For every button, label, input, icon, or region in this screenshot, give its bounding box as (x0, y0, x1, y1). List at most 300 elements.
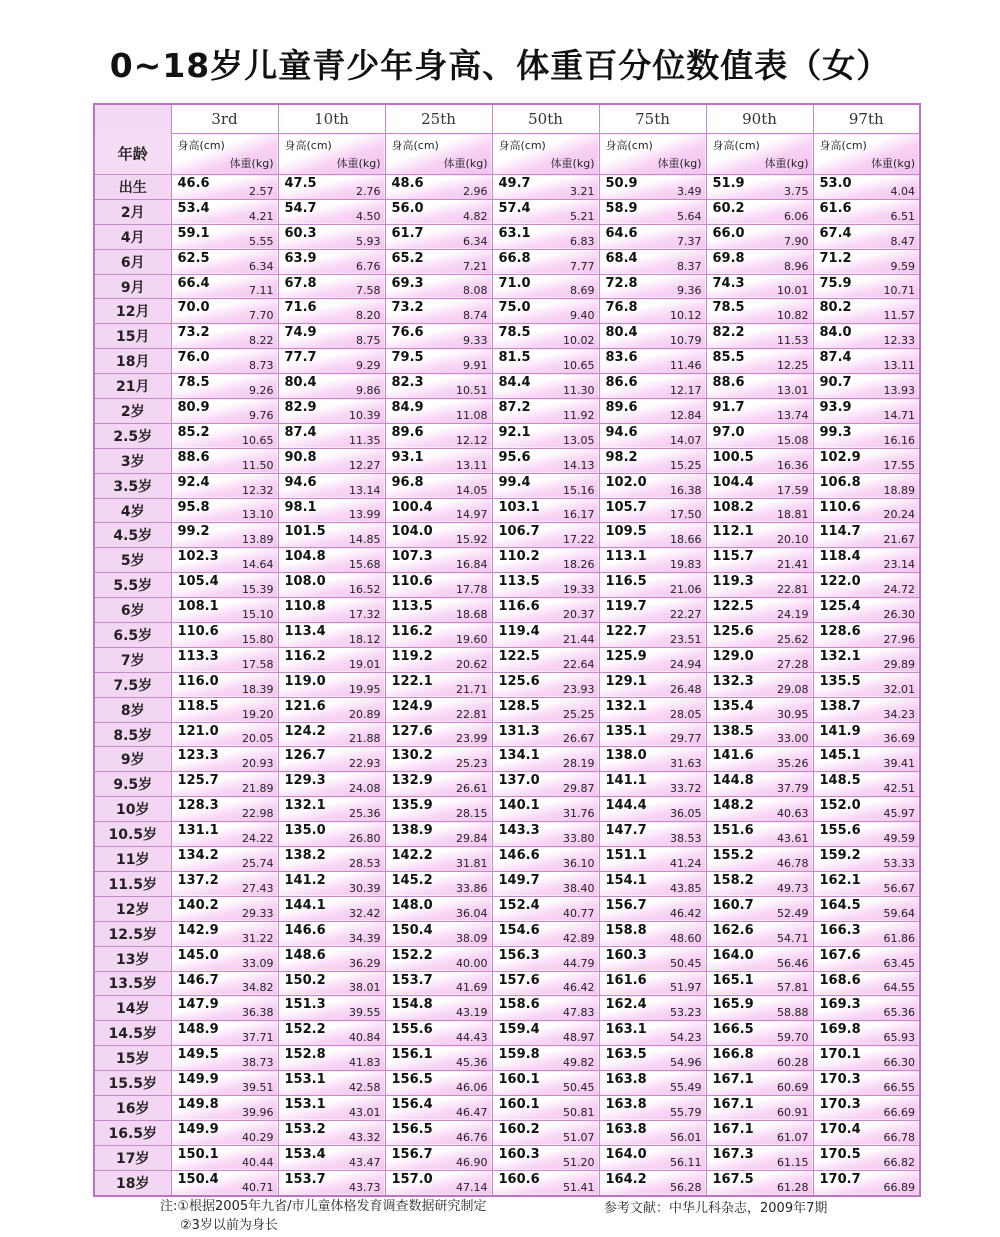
value-cell (171, 498, 278, 523)
weight-value: 2.57 (249, 184, 274, 198)
weight-value: 5.55 (249, 234, 274, 248)
height-value: 148.6 (284, 947, 326, 963)
weight-value: 40.00 (456, 956, 488, 970)
weight-value: 51.41 (563, 1180, 595, 1194)
weight-value: 26.67 (563, 732, 595, 746)
value-cell (278, 349, 385, 374)
value-cell (278, 797, 385, 822)
value-cell (171, 822, 278, 847)
height-value: 90.7 (819, 375, 852, 391)
table-row (94, 399, 920, 424)
weight-value: 36.29 (349, 956, 381, 970)
value-cell (813, 896, 920, 921)
value-cell (278, 697, 385, 722)
weight-value: 18.26 (563, 558, 595, 572)
weight-value: 41.24 (670, 856, 702, 870)
height-value: 127.6 (391, 723, 433, 739)
value-cell (171, 1170, 278, 1195)
height-value: 145.1 (819, 748, 861, 764)
height-value: 156.7 (605, 897, 647, 913)
percentile-header: 25th (385, 104, 492, 134)
height-value: 99.4 (498, 474, 531, 490)
height-value: 125.6 (712, 624, 754, 640)
value-cell (171, 249, 278, 274)
weight-value: 61.15 (777, 1155, 809, 1169)
value-cell (813, 847, 920, 872)
weight-value: 51.97 (670, 981, 702, 995)
weight-value: 10.39 (349, 408, 381, 422)
value-cell (171, 224, 278, 249)
value-cell (813, 224, 920, 249)
height-value: 153.1 (284, 1096, 326, 1112)
height-value: 84.0 (819, 325, 852, 341)
value-cell (813, 921, 920, 946)
value-cell (278, 996, 385, 1021)
age-cell: 21月 (94, 374, 171, 399)
height-value: 125.9 (605, 648, 647, 664)
value-cell (706, 473, 813, 498)
height-value: 147.7 (605, 823, 647, 839)
height-value: 128.3 (177, 798, 219, 814)
value-cell (599, 498, 706, 523)
height-value: 154.6 (498, 922, 540, 938)
weight-value: 34.23 (883, 707, 915, 721)
height-value: 152.2 (391, 947, 433, 963)
height-value: 61.7 (391, 225, 424, 241)
height-value: 73.2 (177, 325, 210, 341)
weight-value: 4.50 (356, 209, 381, 223)
height-value: 125.7 (177, 773, 219, 789)
weight-value: 16.84 (456, 558, 488, 572)
height-value: 135.0 (284, 823, 326, 839)
height-value: 154.1 (605, 872, 647, 888)
weight-value: 37.79 (777, 782, 809, 796)
value-cell (278, 623, 385, 648)
height-value: 106.7 (498, 524, 540, 540)
weight-value: 60.69 (777, 1080, 809, 1094)
weight-value: 7.77 (570, 259, 595, 273)
weight-value: 40.77 (563, 906, 595, 920)
weight-value: 17.78 (456, 583, 488, 597)
height-value: 141.6 (712, 748, 754, 764)
value-cell (385, 722, 492, 747)
height-value: 170.7 (819, 1171, 861, 1187)
age-cell: 出生 (94, 175, 171, 200)
height-value: 119.3 (712, 574, 754, 590)
weight-value: 22.64 (563, 657, 595, 671)
value-cell (706, 1145, 813, 1170)
weight-value: 54.71 (777, 931, 809, 945)
value-cell (813, 548, 920, 573)
weight-unit-label: 体重(kg) (550, 157, 595, 170)
value-cell (706, 996, 813, 1021)
height-unit-label: 身高(cm) (284, 139, 332, 152)
age-cell: 14.5岁 (94, 1021, 171, 1046)
value-cell (385, 871, 492, 896)
weight-value: 50.45 (563, 1080, 595, 1094)
weight-value: 46.42 (563, 981, 595, 995)
value-cell (492, 199, 599, 224)
weight-value: 39.41 (883, 757, 915, 771)
height-value: 92.4 (177, 474, 210, 490)
height-value: 76.8 (605, 300, 638, 316)
value-cell (171, 299, 278, 324)
height-value: 78.5 (498, 325, 531, 341)
value-cell (385, 374, 492, 399)
value-cell (813, 772, 920, 797)
value-cell (599, 672, 706, 697)
value-cell (813, 1021, 920, 1046)
weight-value: 25.23 (456, 757, 488, 771)
weight-value: 33.72 (670, 782, 702, 796)
weight-value: 36.10 (563, 856, 595, 870)
height-value: 159.8 (498, 1047, 540, 1063)
height-value: 98.1 (284, 499, 317, 515)
value-cell (813, 598, 920, 623)
weight-value: 55.79 (670, 1105, 702, 1119)
value-cell (813, 473, 920, 498)
value-cell (278, 1046, 385, 1071)
height-value: 106.8 (819, 474, 861, 490)
value-cell (278, 199, 385, 224)
weight-value: 19.95 (349, 682, 381, 696)
weight-value: 17.58 (242, 657, 274, 671)
value-cell (171, 672, 278, 697)
weight-value: 19.20 (242, 707, 274, 721)
weight-value: 9.36 (677, 284, 702, 298)
height-value: 69.8 (712, 250, 745, 266)
height-value: 132.1 (819, 648, 861, 664)
weight-value: 34.82 (242, 981, 274, 995)
height-value: 128.5 (498, 698, 540, 714)
value-cell (706, 797, 813, 822)
height-value: 142.9 (177, 922, 219, 938)
age-cell: 4月 (94, 224, 171, 249)
height-value: 130.2 (391, 748, 433, 764)
age-cell: 15月 (94, 324, 171, 349)
height-value: 76.0 (177, 350, 210, 366)
value-cell (385, 548, 492, 573)
height-value: 159.2 (819, 848, 861, 864)
weight-value: 66.89 (883, 1180, 915, 1194)
value-cell (706, 523, 813, 548)
weight-value: 43.19 (456, 1006, 488, 1020)
weight-value: 10.51 (456, 384, 488, 398)
age-cell: 15.5岁 (94, 1071, 171, 1096)
weight-value: 28.53 (349, 856, 381, 870)
height-value: 116.6 (498, 599, 540, 615)
value-cell (385, 623, 492, 648)
height-value: 89.6 (391, 424, 424, 440)
weight-value: 2.76 (356, 184, 381, 198)
age-cell: 8.5岁 (94, 722, 171, 747)
weight-value: 30.95 (777, 707, 809, 721)
table-row (94, 274, 920, 299)
weight-value: 3.75 (784, 184, 809, 198)
weight-value: 11.50 (242, 458, 274, 472)
height-value: 101.5 (284, 524, 326, 540)
age-cell: 8岁 (94, 697, 171, 722)
value-cell (385, 672, 492, 697)
weight-value: 10.79 (670, 334, 702, 348)
weight-value: 16.36 (777, 458, 809, 472)
height-value: 51.9 (712, 176, 745, 191)
weight-value: 31.22 (242, 931, 274, 945)
value-cell (492, 697, 599, 722)
percentile-header: 90th (706, 104, 813, 134)
weight-value: 17.50 (670, 508, 702, 522)
weight-value: 43.61 (777, 832, 809, 846)
table-row (94, 1120, 920, 1145)
height-value: 93.9 (819, 400, 852, 416)
value-cell (813, 647, 920, 672)
height-value: 163.8 (605, 1072, 647, 1088)
height-value: 124.9 (391, 698, 433, 714)
percentile-header: 10th (278, 104, 385, 134)
value-cell (171, 896, 278, 921)
height-value: 153.7 (391, 972, 433, 988)
height-value: 156.7 (391, 1146, 433, 1162)
weight-value: 14.85 (349, 533, 381, 547)
value-cell (492, 1046, 599, 1071)
weight-value: 60.91 (777, 1105, 809, 1119)
weight-value: 9.29 (356, 359, 381, 373)
weight-value: 60.28 (777, 1056, 809, 1070)
age-cell: 16.5岁 (94, 1120, 171, 1145)
table-row (94, 623, 920, 648)
table-body (94, 175, 920, 1196)
value-cell (599, 473, 706, 498)
weight-value: 10.02 (563, 334, 595, 348)
weight-unit-label: 体重(kg) (336, 157, 381, 170)
value-cell (706, 199, 813, 224)
height-value: 124.2 (284, 723, 326, 739)
height-value: 121.0 (177, 723, 219, 739)
height-value: 78.5 (712, 300, 745, 316)
weight-value: 49.59 (883, 832, 915, 846)
weight-value: 9.26 (249, 384, 274, 398)
weight-value: 20.93 (242, 757, 274, 771)
height-value: 170.4 (819, 1121, 861, 1137)
weight-value: 63.45 (883, 956, 915, 970)
age-cell: 5岁 (94, 548, 171, 573)
height-value: 82.3 (391, 375, 424, 391)
value-cell (385, 573, 492, 598)
value-cell (278, 822, 385, 847)
height-value: 147.9 (177, 997, 219, 1013)
height-value: 116.0 (177, 673, 219, 689)
table-row (94, 1021, 920, 1046)
weight-value: 17.22 (563, 533, 595, 547)
value-cell (706, 175, 813, 200)
value-cell (492, 1095, 599, 1120)
value-cell (599, 822, 706, 847)
weight-value: 14.71 (883, 408, 915, 422)
height-value: 138.5 (712, 723, 754, 739)
weight-value: 18.81 (777, 508, 809, 522)
height-value: 102.0 (605, 474, 647, 490)
height-value: 93.1 (391, 449, 424, 465)
weight-value: 12.17 (670, 384, 702, 398)
height-value: 63.9 (284, 250, 317, 266)
value-cell (385, 498, 492, 523)
weight-value: 38.40 (563, 881, 595, 895)
value-cell (278, 374, 385, 399)
value-cell (813, 822, 920, 847)
height-value: 151.1 (605, 848, 647, 864)
value-cell (599, 772, 706, 797)
value-cell (171, 199, 278, 224)
age-cell: 14岁 (94, 996, 171, 1021)
value-cell (492, 871, 599, 896)
height-value: 99.2 (177, 524, 210, 540)
value-cell (278, 274, 385, 299)
table-row (94, 324, 920, 349)
value-cell (706, 971, 813, 996)
value-cell (706, 423, 813, 448)
height-value: 129.3 (284, 773, 326, 789)
height-value: 155.6 (819, 823, 861, 839)
value-cell (492, 324, 599, 349)
weight-value: 44.43 (456, 1031, 488, 1045)
weight-value: 7.58 (356, 284, 381, 298)
value-cell (813, 274, 920, 299)
value-cell (706, 747, 813, 772)
value-cell (278, 1120, 385, 1145)
height-value: 110.8 (284, 599, 326, 615)
weight-value: 56.28 (670, 1180, 702, 1194)
height-unit-label: 身高(cm) (605, 139, 653, 152)
weight-value: 42.51 (883, 782, 915, 796)
weight-value: 22.81 (777, 583, 809, 597)
height-value: 166.5 (712, 1022, 754, 1038)
height-value: 113.3 (177, 648, 219, 664)
height-value: 103.1 (498, 499, 540, 515)
height-value: 74.3 (712, 275, 745, 291)
height-value: 141.2 (284, 872, 326, 888)
weight-value: 19.83 (670, 558, 702, 572)
value-cell (171, 1071, 278, 1096)
value-cell (492, 399, 599, 424)
weight-value: 32.01 (883, 682, 915, 696)
value-cell (813, 672, 920, 697)
table-row (94, 1095, 920, 1120)
height-value: 129.1 (605, 673, 647, 689)
value-cell (813, 175, 920, 200)
value-cell (813, 374, 920, 399)
value-cell (599, 946, 706, 971)
height-value: 113.1 (605, 549, 647, 565)
weight-value: 10.12 (670, 309, 702, 323)
value-cell (492, 299, 599, 324)
value-cell (599, 399, 706, 424)
height-value: 79.5 (391, 350, 424, 366)
table-row (94, 1071, 920, 1096)
unit-header-cell (599, 134, 706, 175)
weight-value: 31.76 (563, 807, 595, 821)
value-cell (706, 946, 813, 971)
age-cell: 6月 (94, 249, 171, 274)
height-value: 84.4 (498, 375, 531, 391)
weight-value: 13.14 (349, 483, 381, 497)
weight-value: 6.83 (570, 234, 595, 248)
weight-value: 24.72 (883, 583, 915, 597)
weight-value: 13.05 (563, 433, 595, 447)
weight-value: 38.09 (456, 931, 488, 945)
height-unit-label: 身高(cm) (177, 139, 225, 152)
age-cell: 12.5岁 (94, 921, 171, 946)
height-value: 67.8 (284, 275, 317, 291)
weight-value: 33.80 (563, 832, 595, 846)
value-cell (813, 747, 920, 772)
weight-value: 10.65 (563, 359, 595, 373)
height-value: 160.3 (605, 947, 647, 963)
age-cell: 12岁 (94, 896, 171, 921)
height-value: 149.7 (498, 872, 540, 888)
weight-value: 25.25 (563, 707, 595, 721)
footnote-1: 注:①根据2005年九省/市儿童体格发育调查数据研究制定 (160, 1199, 487, 1214)
corner-cell (94, 104, 171, 134)
value-cell (813, 1046, 920, 1071)
height-value: 138.9 (391, 823, 433, 839)
value-cell (813, 324, 920, 349)
height-value: 135.5 (819, 673, 861, 689)
height-value: 87.4 (284, 424, 317, 440)
weight-value: 40.29 (242, 1130, 274, 1144)
height-value: 141.1 (605, 773, 647, 789)
height-value: 100.5 (712, 449, 754, 465)
weight-value: 9.33 (463, 334, 488, 348)
table-row (94, 921, 920, 946)
height-value: 53.4 (177, 200, 210, 216)
weight-value: 49.82 (563, 1056, 595, 1070)
height-value: 162.1 (819, 872, 861, 888)
value-cell (813, 697, 920, 722)
weight-value: 8.96 (784, 259, 809, 273)
weight-value: 6.06 (784, 209, 809, 223)
height-value: 104.0 (391, 524, 433, 540)
weight-value: 24.19 (777, 608, 809, 622)
value-cell (171, 448, 278, 473)
weight-value: 11.92 (563, 408, 595, 422)
value-cell (171, 623, 278, 648)
height-value: 113.5 (391, 599, 433, 615)
height-value: 160.7 (712, 897, 754, 913)
table-row (94, 573, 920, 598)
height-value: 74.9 (284, 325, 317, 341)
weight-value: 29.87 (563, 782, 595, 796)
weight-value: 26.48 (670, 682, 702, 696)
value-cell (385, 299, 492, 324)
unit-header-cell (278, 134, 385, 175)
value-cell (813, 1095, 920, 1120)
value-cell (492, 175, 599, 200)
weight-value: 41.69 (456, 981, 488, 995)
weight-value: 56.11 (670, 1155, 702, 1169)
age-cell: 18岁 (94, 1170, 171, 1195)
value-cell (706, 647, 813, 672)
height-value: 150.2 (284, 972, 326, 988)
height-value: 167.1 (712, 1121, 754, 1137)
value-cell (599, 896, 706, 921)
height-value: 148.9 (177, 1022, 219, 1038)
weight-value: 15.10 (242, 608, 274, 622)
value-cell (385, 896, 492, 921)
weight-value: 20.05 (242, 732, 274, 746)
height-value: 157.6 (498, 972, 540, 988)
weight-value: 34.39 (349, 931, 381, 945)
height-value: 49.7 (498, 176, 531, 191)
